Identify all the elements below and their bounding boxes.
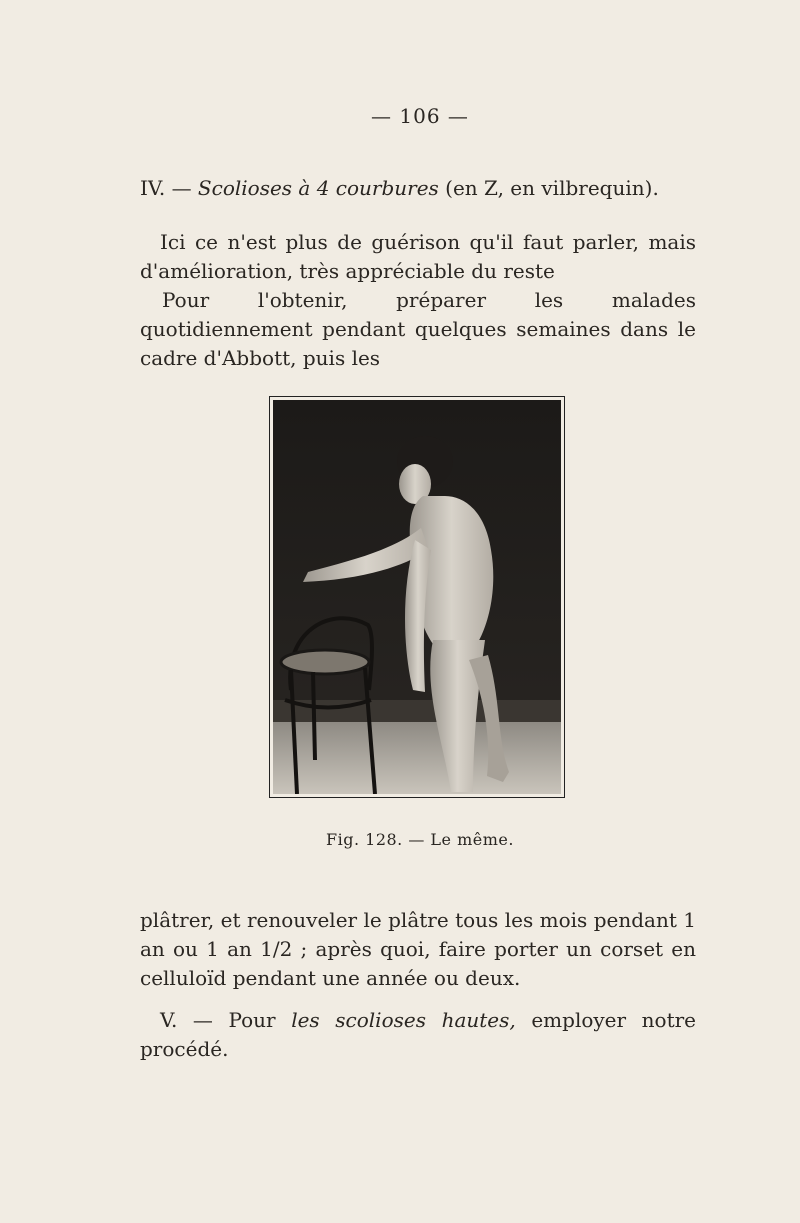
section-iv-title: Scolioses à 4 courbures: [197, 176, 439, 200]
page-number: — 106 —: [371, 104, 469, 128]
figure-caption: Fig. 128. — Le même.: [326, 830, 514, 849]
section-iv-subtitle: (en Z, en vilbrequin).: [445, 176, 659, 200]
body-text-bottom: [140, 906, 696, 993]
body-text-top: [140, 228, 696, 373]
section-v-paragraph: [140, 1006, 696, 1064]
figure-photograph: [269, 396, 565, 798]
section-iv-numeral: IV. —: [140, 176, 192, 200]
paragraph: plâtrer, et renouveler le plâtre tous les mois pendant 1 an ou 1 an 1/2 ; après quoi, faire porter un corset en celluloïd pendant une année ou deux.: [140, 908, 696, 990]
photo-illustration: [273, 400, 561, 794]
section-v-italic: les scolioses hautes,: [291, 1008, 516, 1032]
section-v-rest: employer notre procédé.: [140, 1008, 697, 1061]
paragraph: Pour l'obtenir, préparer les malades quotidiennement pendant quelques semaines dans le cadre d'Abbott, puis les: [140, 288, 696, 370]
section-v-prefix: V. — Pour: [160, 1008, 276, 1032]
section-iv-heading: [140, 174, 696, 203]
paragraph: Ici ce n'est plus de guérison qu'il faut parler, mais d'amélioration, très appréciable du reste: [140, 230, 696, 283]
